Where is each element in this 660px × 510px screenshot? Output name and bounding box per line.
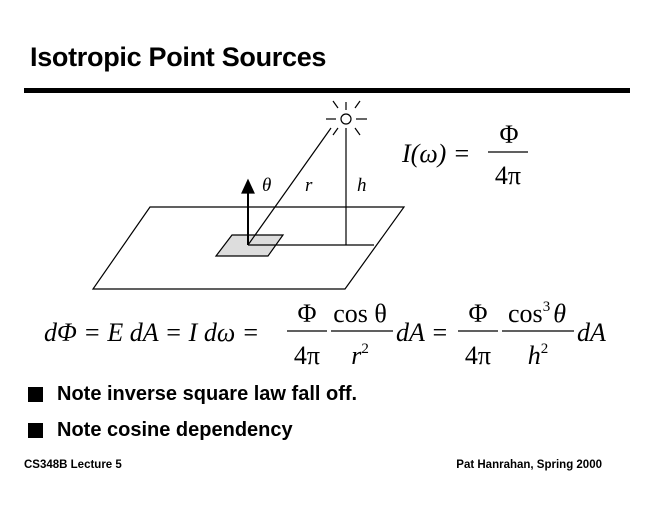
square-bullet-icon xyxy=(28,387,43,402)
flux-frac1-num: Φ xyxy=(297,299,317,328)
bullet-list xyxy=(28,376,357,448)
label-theta: θ xyxy=(262,175,272,196)
slide-title: Isotropic Point Sources xyxy=(30,42,327,72)
footer-course: CS348B Lecture 5 xyxy=(24,459,122,471)
intensity-denominator: 4π xyxy=(494,161,522,190)
flux-frac4-num-base: cos xyxy=(508,299,543,328)
flux-frac2-den-exp: 2 xyxy=(361,341,369,357)
flux-frac2-num: cos θ xyxy=(333,299,387,328)
flux-mid: dA = xyxy=(396,318,449,347)
intensity-numerator: Φ xyxy=(499,120,519,149)
flux-frac4-num-var: θ xyxy=(553,299,566,328)
bullet-text: Note cosine dependency xyxy=(57,419,293,441)
flux-frac2-den xyxy=(351,341,369,370)
bullet-text: Note inverse square law fall off. xyxy=(57,383,358,405)
normal-arrow-head xyxy=(242,180,254,193)
flux-frac4-num-exp: 3 xyxy=(542,299,551,315)
flux-frac4-den-base: h xyxy=(527,341,541,370)
flux-frac3-num: Φ xyxy=(468,299,488,328)
flux-frac4-den-exp: 2 xyxy=(540,341,549,357)
footer-author: Pat Hanrahan, Spring 2000 xyxy=(456,459,602,471)
flux-frac4-den xyxy=(528,341,549,370)
flux-frac4-num xyxy=(508,299,566,328)
bullet-item xyxy=(28,376,357,412)
label-r: r xyxy=(305,175,313,196)
flux-frac2-den-base: r xyxy=(351,341,362,370)
flux-frac3-den: 4π xyxy=(464,341,492,370)
label-h: h xyxy=(357,175,367,196)
intensity-formula xyxy=(401,120,528,190)
flux-formula xyxy=(44,299,606,370)
bullet-item xyxy=(28,412,357,448)
flux-frac1-den: 4π xyxy=(293,341,321,370)
flux-tail: dA xyxy=(577,318,606,347)
intensity-lhs: I(ω) = xyxy=(402,139,471,168)
ray-r xyxy=(248,128,331,245)
flux-part1: dΦ = E dA = I dω = xyxy=(44,318,260,347)
square-bullet-icon xyxy=(28,423,43,438)
